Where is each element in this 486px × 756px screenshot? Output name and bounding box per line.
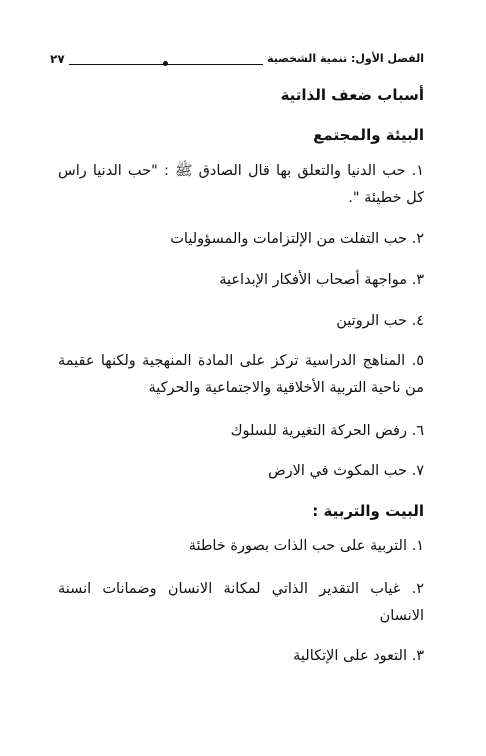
list-item: ٢. غياب التقدير الذاتي لمكانة الانسان وضمانات انسنة الانسان — [58, 581, 424, 624]
running-header — [50, 52, 424, 70]
page-number: ٢٧ — [50, 52, 69, 66]
list-item: ٦. رفض الحركة التغيرية للسلوك — [230, 423, 424, 439]
main-heading: أسباب ضعف الذاتية — [280, 86, 424, 104]
list-item: ٢. حب التفلت من الإلتزامات والمسؤوليات — [170, 231, 424, 247]
list-item: ١. التربية على حب الذات بصورة خاطئة — [188, 538, 424, 554]
section-title-environment: البيئة والمجتمع — [313, 126, 424, 144]
list-item: ١. حب الدنيا والتعلق بها قال الصادق ﷺ : "حب الدنيا راس كل خطيئة ". — [58, 163, 424, 206]
list-item: ٣. مواجهة أصحاب الأفكار الإبداعية — [219, 272, 424, 288]
running-title: الفصل الأول: تنمية الشخصية — [263, 52, 424, 66]
list-item: ٧. حب المكوث في الارض — [268, 463, 424, 479]
section-title-home: البيت والتربية : — [312, 502, 424, 520]
list-item: ٥. المناهج الدراسية تركز على المادة المنهجية ولكنها عقيمة من ناحية التربية الأخلاقية والاجتماعية والحركية — [58, 353, 424, 396]
list-item: ٤. حب الروتين — [336, 313, 424, 329]
list-item: ٣. التعود على الإتكالية — [293, 648, 424, 664]
header-dot-ornament — [163, 61, 168, 66]
